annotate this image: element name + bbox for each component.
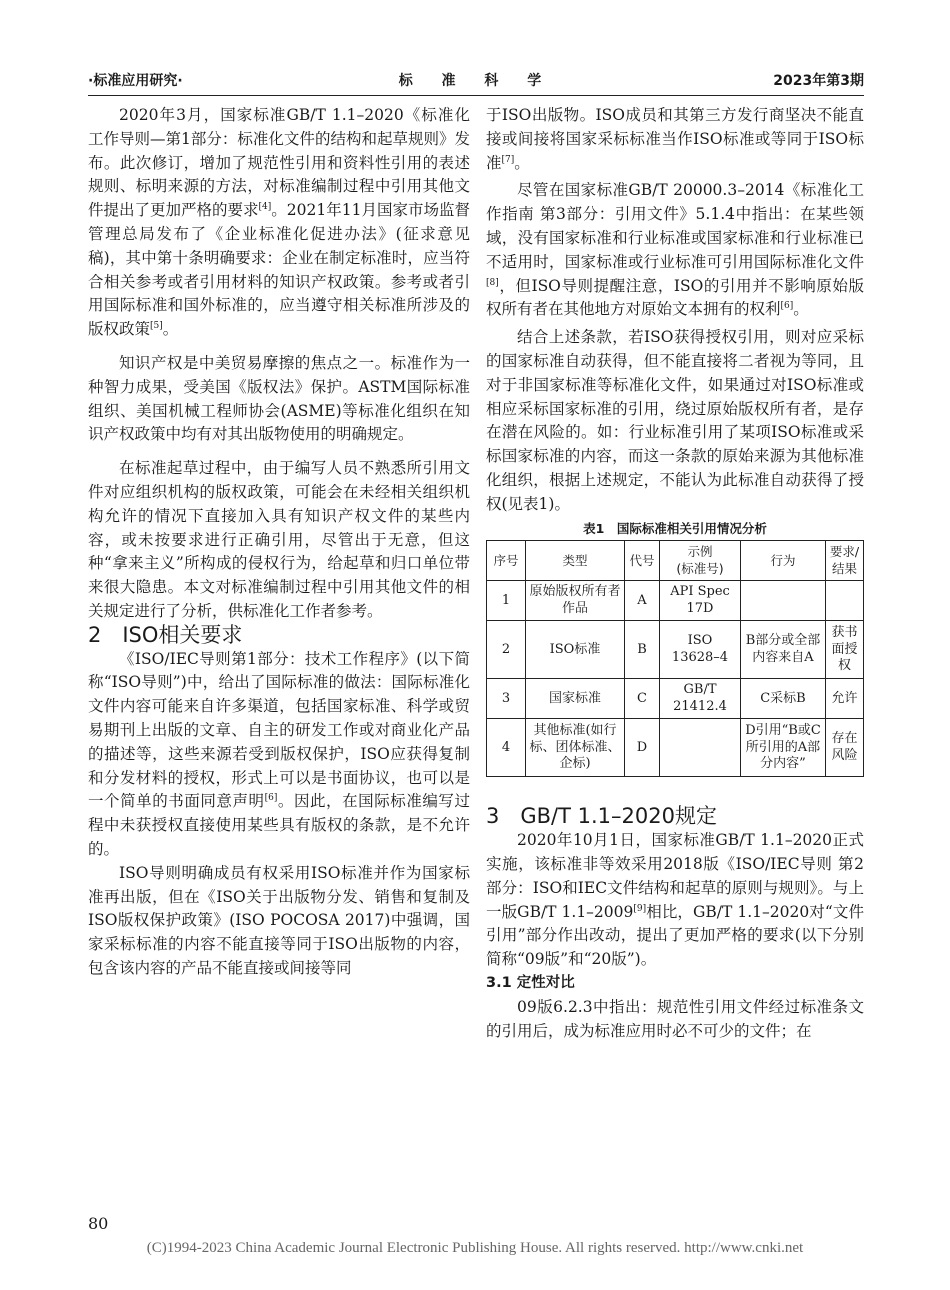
cell: ISO 13628–4 bbox=[660, 621, 741, 679]
citation[interactable]: [5] bbox=[150, 321, 163, 332]
left-column bbox=[88, 104, 470, 981]
table-row bbox=[487, 621, 864, 679]
running-header bbox=[88, 70, 864, 94]
paragraph: 09版6.2.3中指出：规范性引用文件经过标准条文的引用后，成为标准应用时必不可少的文件；在 bbox=[486, 997, 864, 1040]
cell: 原始版权所有者作品 bbox=[526, 581, 625, 621]
cell: 国家标准 bbox=[526, 679, 625, 719]
cell: 4 bbox=[487, 719, 526, 777]
cell: 获书面授权 bbox=[826, 621, 864, 679]
col-header: 代号 bbox=[625, 541, 660, 581]
paragraph: 结合上述条款，若ISO获得授权引用，则对应采标的国家标准自动获得，但不能直接将二者视为等同，且对于非国家标准等标准化文件，如果通过对ISO标准或相应采标国家标准的引用，绕过原始版权所有者，是存在潜在风险的。如：行业标准引用了某项ISO标准或采标国家标准的内容，而这一条款的原始来源为其他标准化组织，根据上述规定，不能认为此标准自动获得了授权(见表1)。 bbox=[486, 328, 864, 513]
cell: ISO标准 bbox=[526, 621, 625, 679]
col-header: 行为 bbox=[741, 541, 826, 581]
table-row bbox=[487, 581, 864, 621]
paragraph: ISO导则明确成员有权采用ISO标准并作为国家标准再出版，但在《ISO关于出版物分发、销售和复制及ISO版权保护政策》(ISO POCOSA 2017)中强调，国家采标标准的内容不能直接等同于ISO出版物的内容，包含该内容的产品不能直接或间接等同 bbox=[88, 863, 470, 977]
cell bbox=[826, 581, 864, 621]
paragraph: 《ISO/IEC导则第1部分：技术工作程序》(以下简称“ISO导则”)中，给出了国际标准的做法：国际标准化文件内容可能来自许多渠道，包括国家标准、科学或贸易期刊上出版的文章、自主的研发工作或对商业化产品的描述等，这些来源若受到版权保护，ISO应获得复制和分发材料的授权，形式上可以是书面协议，也可以是一个简单的书面同意声明[6]。因此，在国际标准编写过程中未获授权直接使用某些具有版权的条款，是不允许的。 bbox=[88, 649, 470, 858]
citation[interactable]: [6] bbox=[264, 793, 278, 804]
cell: C采标B bbox=[741, 679, 826, 719]
cell: D引用“B或C所引用的A部分内容” bbox=[741, 719, 826, 777]
table-caption: 表1 国际标准相关引用情况分析 bbox=[583, 520, 767, 536]
paragraph: 于ISO出版物。ISO成员和其第三方发行商坚决不能直接或间接将国家采标标准当作ISO标准或等同于ISO标准[7]。 bbox=[486, 106, 864, 172]
cell: 2 bbox=[487, 621, 526, 679]
paragraph: 2020年3月，国家标准GB/T 1.1–2020《标准化工作导则—第1部分：标准化文件的结构和起草规则》发布。此次修订，增加了规范性引用和资料性引用的表述规则、标明来源的方法，对标准编制过程中引用其他文件提出了更加严格的要求[4]。2021年11月国家市场监督管理总局发布了《企业标准化促进办法》(征求意见稿)，其中第十条明确要求：企业在制定标准时，应当符合相关参考或者引用材料的知识产权政策。参考或者引用国际标准和国外标准的，应当遵守相关标准所涉及的版权政策[5]。 bbox=[88, 106, 470, 339]
citation[interactable]: [7] bbox=[501, 154, 515, 165]
citation[interactable]: [9] bbox=[633, 903, 647, 914]
citation-table bbox=[486, 540, 864, 777]
cell: 其他标准(如行标、团体标准、企标) bbox=[526, 719, 625, 777]
cell: 1 bbox=[487, 581, 526, 621]
citation[interactable]: [4] bbox=[258, 202, 272, 213]
page-number: 80 bbox=[88, 1214, 109, 1233]
table-row bbox=[487, 719, 864, 777]
section-heading: 2 ISO相关要求 bbox=[88, 622, 243, 647]
right-column bbox=[486, 104, 864, 1043]
cell: D bbox=[625, 719, 660, 777]
cell bbox=[660, 719, 741, 777]
cell: GB/T 21412.4 bbox=[660, 679, 741, 719]
cell: API Spec 17D bbox=[660, 581, 741, 621]
table-row bbox=[487, 679, 864, 719]
paragraph: 尽管在国家标准GB/T 20000.3–2014《标准化工作指南 第3部分：引用文件》5.1.4中指出：在某些领域，没有国家标准和行业标准或国家标准和行业标准已不适用时，国家标准或行业标准可引用国际标准化文件[8]，但ISO导则提醒注意，ISO的引用并不影响原始版权所有者在其他地方对原始文本拥有的权利[6]。 bbox=[486, 181, 864, 319]
subsection-heading: 3.1 定性对比 bbox=[486, 974, 575, 991]
col-header: 序号 bbox=[487, 541, 526, 581]
col-header: 示例 (标准号) bbox=[660, 541, 741, 581]
paragraph: 知识产权是中美贸易摩擦的焦点之一。标准作为一种智力成果，受美国《版权法》保护。ASTM国际标准组织、美国机械工程师协会(ASME)等标准化组织在知识产权政策中均有对其出版物使用的明确规定。 bbox=[88, 353, 470, 444]
header-section: ·标准应用研究· bbox=[88, 73, 183, 89]
cell: 存在风险 bbox=[826, 719, 864, 777]
copyright-footer: (C)1994-2023 China Academic Journal Electronic Publishing House. All rights reserved. http://www.cnki.net bbox=[146, 1240, 804, 1256]
citation[interactable]: [8] bbox=[486, 277, 499, 288]
cell: B bbox=[625, 621, 660, 679]
cell: A bbox=[625, 581, 660, 621]
cell: B部分或全部内容来自A bbox=[741, 621, 826, 679]
col-header: 类型 bbox=[526, 541, 625, 581]
citation[interactable]: [6] bbox=[780, 301, 794, 312]
cell: 3 bbox=[487, 679, 526, 719]
paragraph: 在标准起草过程中，由于编写人员不熟悉所引用文件对应组织机构的版权政策，可能会在未经相关组织机构允许的情况下直接加入具有知识产权文件的某些内容，或未按要求进行正确引用，尽管出于无意，但这种“拿来主义”所构成的侵权行为，给起草和归口单位带来很大隐患。本文对标准编制过程中引用其他文件的相关规定进行了分析，供标准化工作者参考。 bbox=[88, 459, 470, 620]
header-rule bbox=[88, 95, 864, 96]
section-heading: 3 GB/T 1.1–2020规定 bbox=[486, 804, 717, 829]
header-journal: 标 准 科 学 bbox=[398, 73, 554, 89]
header-issue: 2023年第3期 bbox=[773, 73, 864, 89]
table-header-row bbox=[487, 541, 864, 581]
paragraph: 2020年10月1日，国家标准GB/T 1.1–2020正式实施，该标准非等效采用2018版《ISO/IEC导则 第2部分：ISO和IEC文件结构和起草的原则与规则》。与上一版GB/T 1.1–2009[9]相比，GB/T 1.1–2020对“文件引用”部分作出改动，提出了更加严格的要求(以下分别简称“09版”和“20版”)。 bbox=[486, 831, 865, 969]
cell: 允许 bbox=[826, 679, 864, 719]
cell: C bbox=[625, 679, 660, 719]
cell bbox=[741, 581, 826, 621]
col-header: 要求/ 结果 bbox=[826, 541, 864, 581]
